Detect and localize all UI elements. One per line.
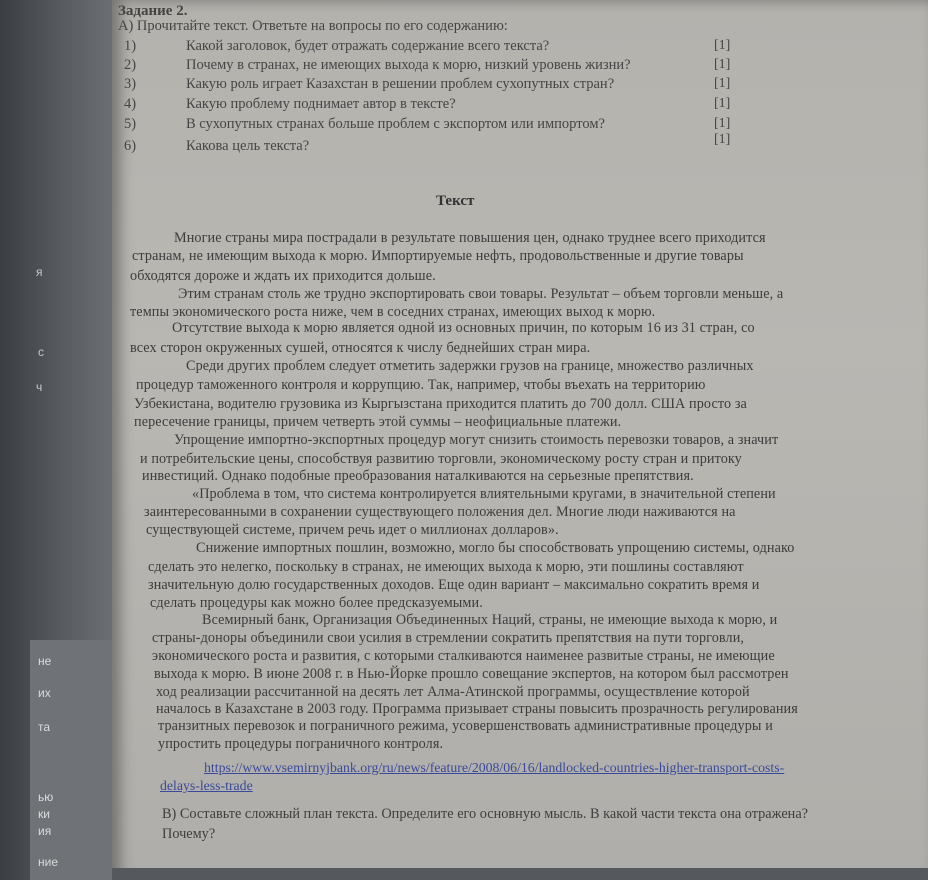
document-page	[112, 0, 928, 880]
text-line: существующей системе, причем речь идет о миллионах долларов».	[146, 522, 559, 538]
question-mark: [1]	[714, 76, 731, 91]
text-line: транзитных перевозок и пограничного режима, усовершенствовать административные процедуры и	[158, 718, 773, 734]
question-row	[118, 38, 738, 56]
question-row	[118, 116, 738, 134]
question-mark: [1]	[714, 57, 731, 72]
left-fragment: не	[38, 654, 52, 668]
question-text: Какова цель текста?	[186, 138, 310, 154]
question-number: 4)	[124, 96, 137, 112]
question-row	[118, 57, 738, 75]
source-link[interactable]: https://www.vsemirnyjbank.org/ru/news/feature/2008/06/16/landlocked-countries-higher-transport-costs-	[204, 760, 785, 775]
text-line: Этим странам столь же трудно экспортировать свои товары. Результат – объем торговли меньше, а	[178, 286, 784, 302]
text-line: Среди других проблем следует отметить задержки грузов на границе, множество различных	[186, 358, 754, 374]
left-fragment: их	[38, 686, 51, 700]
text-line: началось в Казахстане в 2003 году. Программа призывает страны повысить прозрачность регулирования	[156, 701, 798, 717]
text-line: страны-доноры объединили свои усилия в стремлении сократить препятствия на пути торговли,	[152, 630, 745, 646]
source-link-continuation[interactable]: delays-less-trade	[160, 778, 253, 793]
question-row	[118, 76, 738, 94]
text-line: процедур таможенного контроля и коррупцию. Так, например, чтобы въехать на территорию	[136, 377, 706, 393]
question-number: 2)	[124, 57, 137, 73]
text-line: Узбекистана, водителю грузовика из Кыргызстана приходится платить до 700 долл. США просто за	[134, 396, 747, 412]
question-text: В сухопутных странах больше проблем с экспортом или импортом?	[186, 116, 605, 132]
question-mark: [1]	[714, 96, 731, 111]
question-text: Какую роль играет Казахстан в решении проблем сухопутных стран?	[186, 76, 615, 92]
task-b-text: В) Составьте сложный план текста. Определите его основную мысль. В какой части текста она отражена?	[162, 806, 809, 822]
text-line: значительную долю государственных доходов. Еще один вариант – максимально сократить время и	[148, 577, 760, 593]
text-line: темпы экономического роста ниже, чем в соседних странах, имеющих выход к морю.	[130, 304, 656, 320]
question-mark: [1]	[714, 132, 731, 147]
text-line: сделать это нелегко, поскольку в странах, не имеющих выхода к морю, эти пошлины составляют	[148, 559, 744, 575]
question-number: 6)	[124, 138, 137, 154]
question-number: 5)	[124, 116, 137, 132]
left-fragment: с	[38, 345, 44, 359]
text-line: всех сторон окруженных сушей, относятся к числу беднейших стран мира.	[130, 340, 591, 356]
text-line: сделать процедуры как можно более предсказуемыми.	[150, 595, 483, 611]
bottom-status-bar	[112, 868, 928, 880]
left-fragment: я	[36, 265, 43, 279]
question-row	[118, 132, 738, 156]
left-fragment: ью	[38, 790, 54, 804]
text-line: Всемирный банк, Организация Объединенных Наций, страны, не имеющие выхода к морю, и	[202, 612, 778, 628]
left-fragment: ние	[38, 855, 59, 869]
text-heading: Текст	[436, 193, 475, 209]
question-row	[118, 96, 738, 114]
text-line: заинтересованными в сохранении существующего положения дел. Многие люди наживаются на	[144, 504, 736, 520]
text-line: Отсутствие выхода к морю является одной из основных причин, по которым 16 из 31 стран, со	[172, 320, 755, 336]
task-title: Задание 2.	[118, 3, 188, 19]
left-fragment: ки	[38, 807, 50, 821]
text-line: инвестиций. Однако подобные преобразования наталкиваются на серьезные препятствия.	[142, 468, 694, 484]
text-line: пересечение границы, причем четверть этой суммы – неофициальные платежи.	[134, 414, 622, 430]
left-fragment: ч	[36, 380, 43, 394]
text-line: экономического роста и развития, с которыми сталкиваются наименее развитые страны, не имеющие	[152, 648, 775, 664]
text-line: «Проблема в том, что система контролируется влиятельными кругами, в значительной степени	[192, 486, 776, 502]
text-line: упростить процедуры пограничного контроля.	[158, 736, 444, 752]
text-line: ход реализации рассчитанной на десять лет Алма-Атинской программы, осуществление которой	[156, 684, 750, 700]
text-line: обходятся дороже и ждать их приходится дольше.	[130, 268, 436, 284]
left-fragment: ия	[38, 824, 52, 838]
question-text: Какую проблему поднимает автор в тексте?	[186, 96, 456, 112]
question-number: 3)	[124, 76, 137, 92]
question-mark: [1]	[714, 116, 731, 131]
text-line: Многие страны мира пострадали в результате повышения цен, однако труднее всего приходится	[174, 230, 766, 246]
question-text: Какой заголовок, будет отражать содержание всего текста?	[186, 38, 550, 54]
text-line: Снижение импортных пошлин, возможно, могло бы способствовать упрощению системы, однако	[196, 540, 795, 556]
left-fragment: та	[38, 720, 51, 734]
task-b-text: Почему?	[162, 826, 216, 842]
task-instruction: А) Прочитайте текст. Ответьте на вопросы по его содержанию:	[118, 18, 508, 34]
question-number: 1)	[124, 38, 137, 54]
text-line: выхода к морю. В июне 2008 г. в Нью-Йорке прошло совещание экспертов, на котором был рассмотрен	[154, 666, 789, 682]
text-line: странам, не имеющим выхода к морю. Импортируемые нефть, продовольственные и другие товары	[132, 248, 744, 264]
question-mark: [1]	[714, 38, 731, 53]
text-line: и потребительские цены, способствуя развитию торговли, экономическому росту стран и притоку	[140, 451, 742, 467]
question-text: Почему в странах, не имеющих выхода к морю, низкий уровень жизни?	[186, 57, 631, 73]
left-bottom-panel	[30, 640, 112, 880]
text-line: Упрощение импортно-экспортных процедур могут снизить стоимость перевозки товаров, а значит	[174, 432, 779, 448]
